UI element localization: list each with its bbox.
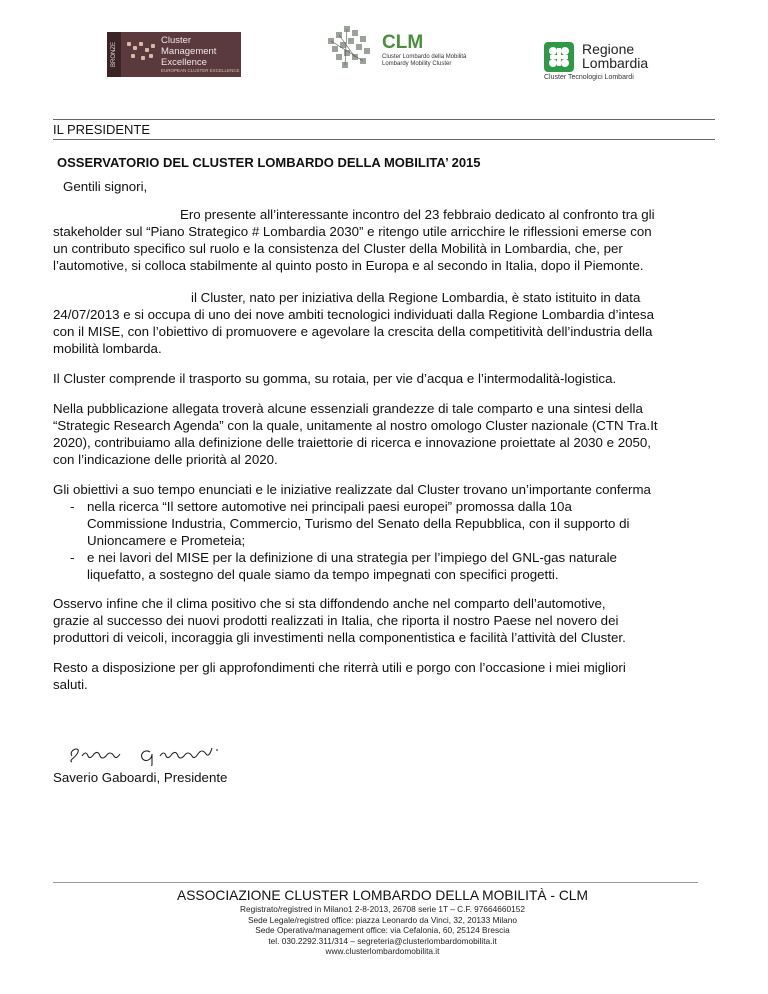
footer (140, 887, 625, 957)
cme-small: EUROPEAN CLUSTER EXCELLENCE (161, 68, 240, 73)
footer-line: Sede Operativa/management office: via Cefalonia, 60, 25124 Brescia (255, 925, 510, 935)
p4-line: 2020), contribuiamo alla definizione delle traiettorie di ricerca e innovazione proiettate al 2030 e 2050, (53, 435, 651, 450)
list-dash: - (70, 550, 75, 565)
p4-line: con l’indicazione delle priorità al 2020. (53, 452, 278, 467)
president-label: IL PRESIDENTE (53, 122, 151, 137)
bullet-list (70, 498, 713, 583)
cme-line1: Cluster (161, 35, 192, 46)
footer-website: www.clusterlombardomobilita.it (325, 946, 440, 956)
p7-line: saluti. (53, 677, 88, 692)
p1-line: l’automotive, si colloca stabilmente al quinto posto in Europa e al secondo in Italia, dopo il Piemonte. (53, 258, 644, 273)
document-title: OSSERVATORIO DEL CLUSTER LOMBARDO DELLA MOBILITA’ 2015 (57, 155, 481, 170)
footer-heading: ASSOCIAZIONE CLUSTER LOMBARDO DELLA MOBILITÀ - CLM (177, 888, 588, 903)
regione-lombardia-logo (540, 40, 680, 86)
list-item-line: Unioncamere e Prometeia; (87, 533, 246, 548)
clm-line1: Cluster Lombardo della Mobilità (382, 54, 467, 60)
paragraph-1 (53, 206, 713, 274)
paragraph-5: Gli obiettivi a suo tempo enunciati e le iniziative realizzate dal Cluster trovano un’importante conferma (53, 482, 651, 497)
list-item-line: liquefatto, a sostegno del quale siamo da tempo impegnati con specifici progetti. (87, 567, 559, 582)
paragraph-6 (53, 595, 713, 646)
p1-line: un contributo specifico sul ruolo e la consistenza del Cluster della Mobilità in Lombardia, che, per (53, 241, 623, 256)
regione-line2: Lombardia (582, 55, 649, 71)
greeting: Gentili signori, (63, 179, 148, 194)
list-item (70, 549, 713, 583)
footer-line: Sede Legale/registred office: piazza Leonardo da Vinci, 32, 20133 Milano (247, 914, 518, 925)
footer-rule (53, 882, 698, 883)
paragraph-3: Il Cluster comprende il trasporto su gomma, su rotaia, per vie d’acqua e l’intermodalità-logistica. (53, 371, 617, 386)
footer-line: Registrato/registred in Milano1 2-8-2013, 26708 serie 1T – C.F. 97664660152 (240, 904, 525, 914)
p2-line: mobilità lombarda. (53, 341, 162, 356)
p6-line: Osservo infine che il clima positivo che si sta diffondendo anche nel comparto dell’automotive, (53, 596, 606, 611)
list-item-line: Commissione Industria, Commercio, Turismo del Senato della Repubblica, con il supporto di (87, 516, 630, 531)
regione-sub: Cluster Tecnologici Lombardi (544, 74, 634, 81)
header-bottom-rule (53, 139, 715, 140)
list-item-line: nella ricerca “Il settore automotive nei principali paesi europei” promossa dalla 10a (87, 499, 572, 514)
p2-line: 24/07/2013 e si occupa di uno dei nove ambiti tecnologici individuati dalla Regione Lombardia d’intesa (53, 307, 654, 322)
list-dash: - (70, 499, 75, 514)
bronze-tag: BRONZE (107, 32, 121, 77)
list-item-line: e nei lavori del MISE per la definizione di una strategia per l’impiego del GNL-gas naturale (87, 550, 617, 565)
paragraph-2 (53, 289, 713, 357)
clm-line2: Lombardy Mobility Cluster (382, 61, 452, 67)
clm-name: CLM (382, 32, 424, 53)
cme-dots-icon (121, 32, 161, 77)
p1-line: stakeholder sul “Piano Strategico # Lombardia 2030” e ritengo utile arricchire le riflessioni emerse con (53, 224, 652, 239)
regione-line1: Regione (582, 41, 635, 57)
p1-line: Ero presente all’interessante incontro del 23 febbraio dedicato al confronto tra gli (180, 207, 655, 222)
footer-line: tel. 030.2292.311/314 – segreteria@clusterlombardomobilita.it (268, 935, 497, 946)
list-item (70, 498, 713, 549)
cme-line3: Excellence (161, 57, 207, 68)
p6-line: grazie al successo dei nuovi prodotti realizzati in Italia, che riporta il nostro Paese nel novero dei (53, 613, 619, 628)
lombardy-map-icon (318, 18, 382, 78)
paragraph-7 (53, 659, 713, 693)
p2-line: il Cluster, nato per iniziativa della Regione Lombardia, è stato istituito in data (191, 290, 641, 305)
clm-logo (318, 18, 518, 80)
cluster-management-excellence-logo (107, 32, 241, 77)
p4-line: “Strategic Research Agenda” con la quale, unitamente al nostro omologo Cluster nazionale (CTN Tra.It (53, 418, 658, 433)
p2-line: con il MISE, con l’obiettivo di promuovere e agevolare la crescita della competitività dell’industria della (53, 324, 653, 339)
paragraph-4 (53, 400, 713, 468)
regione-cross-icon (544, 42, 574, 72)
cme-line2: Management (161, 46, 217, 57)
signatory-name: Saverio Gaboardi, Presidente (53, 770, 228, 785)
p4-line: Nella pubblicazione allegata troverà alcune essenziali grandezze di tale comparto e una sintesi della (53, 401, 643, 416)
p6-line: produttori di veicoli, incoraggia gli investimenti nella componentistica e facilità l’attività del Cluster. (53, 630, 626, 645)
header-top-rule (53, 119, 715, 120)
handwritten-signature (66, 742, 246, 766)
p7-line: Resto a disposizione per gli approfondimenti che riterrà utili e porgo con l’occasione i miei migliori (53, 660, 626, 675)
